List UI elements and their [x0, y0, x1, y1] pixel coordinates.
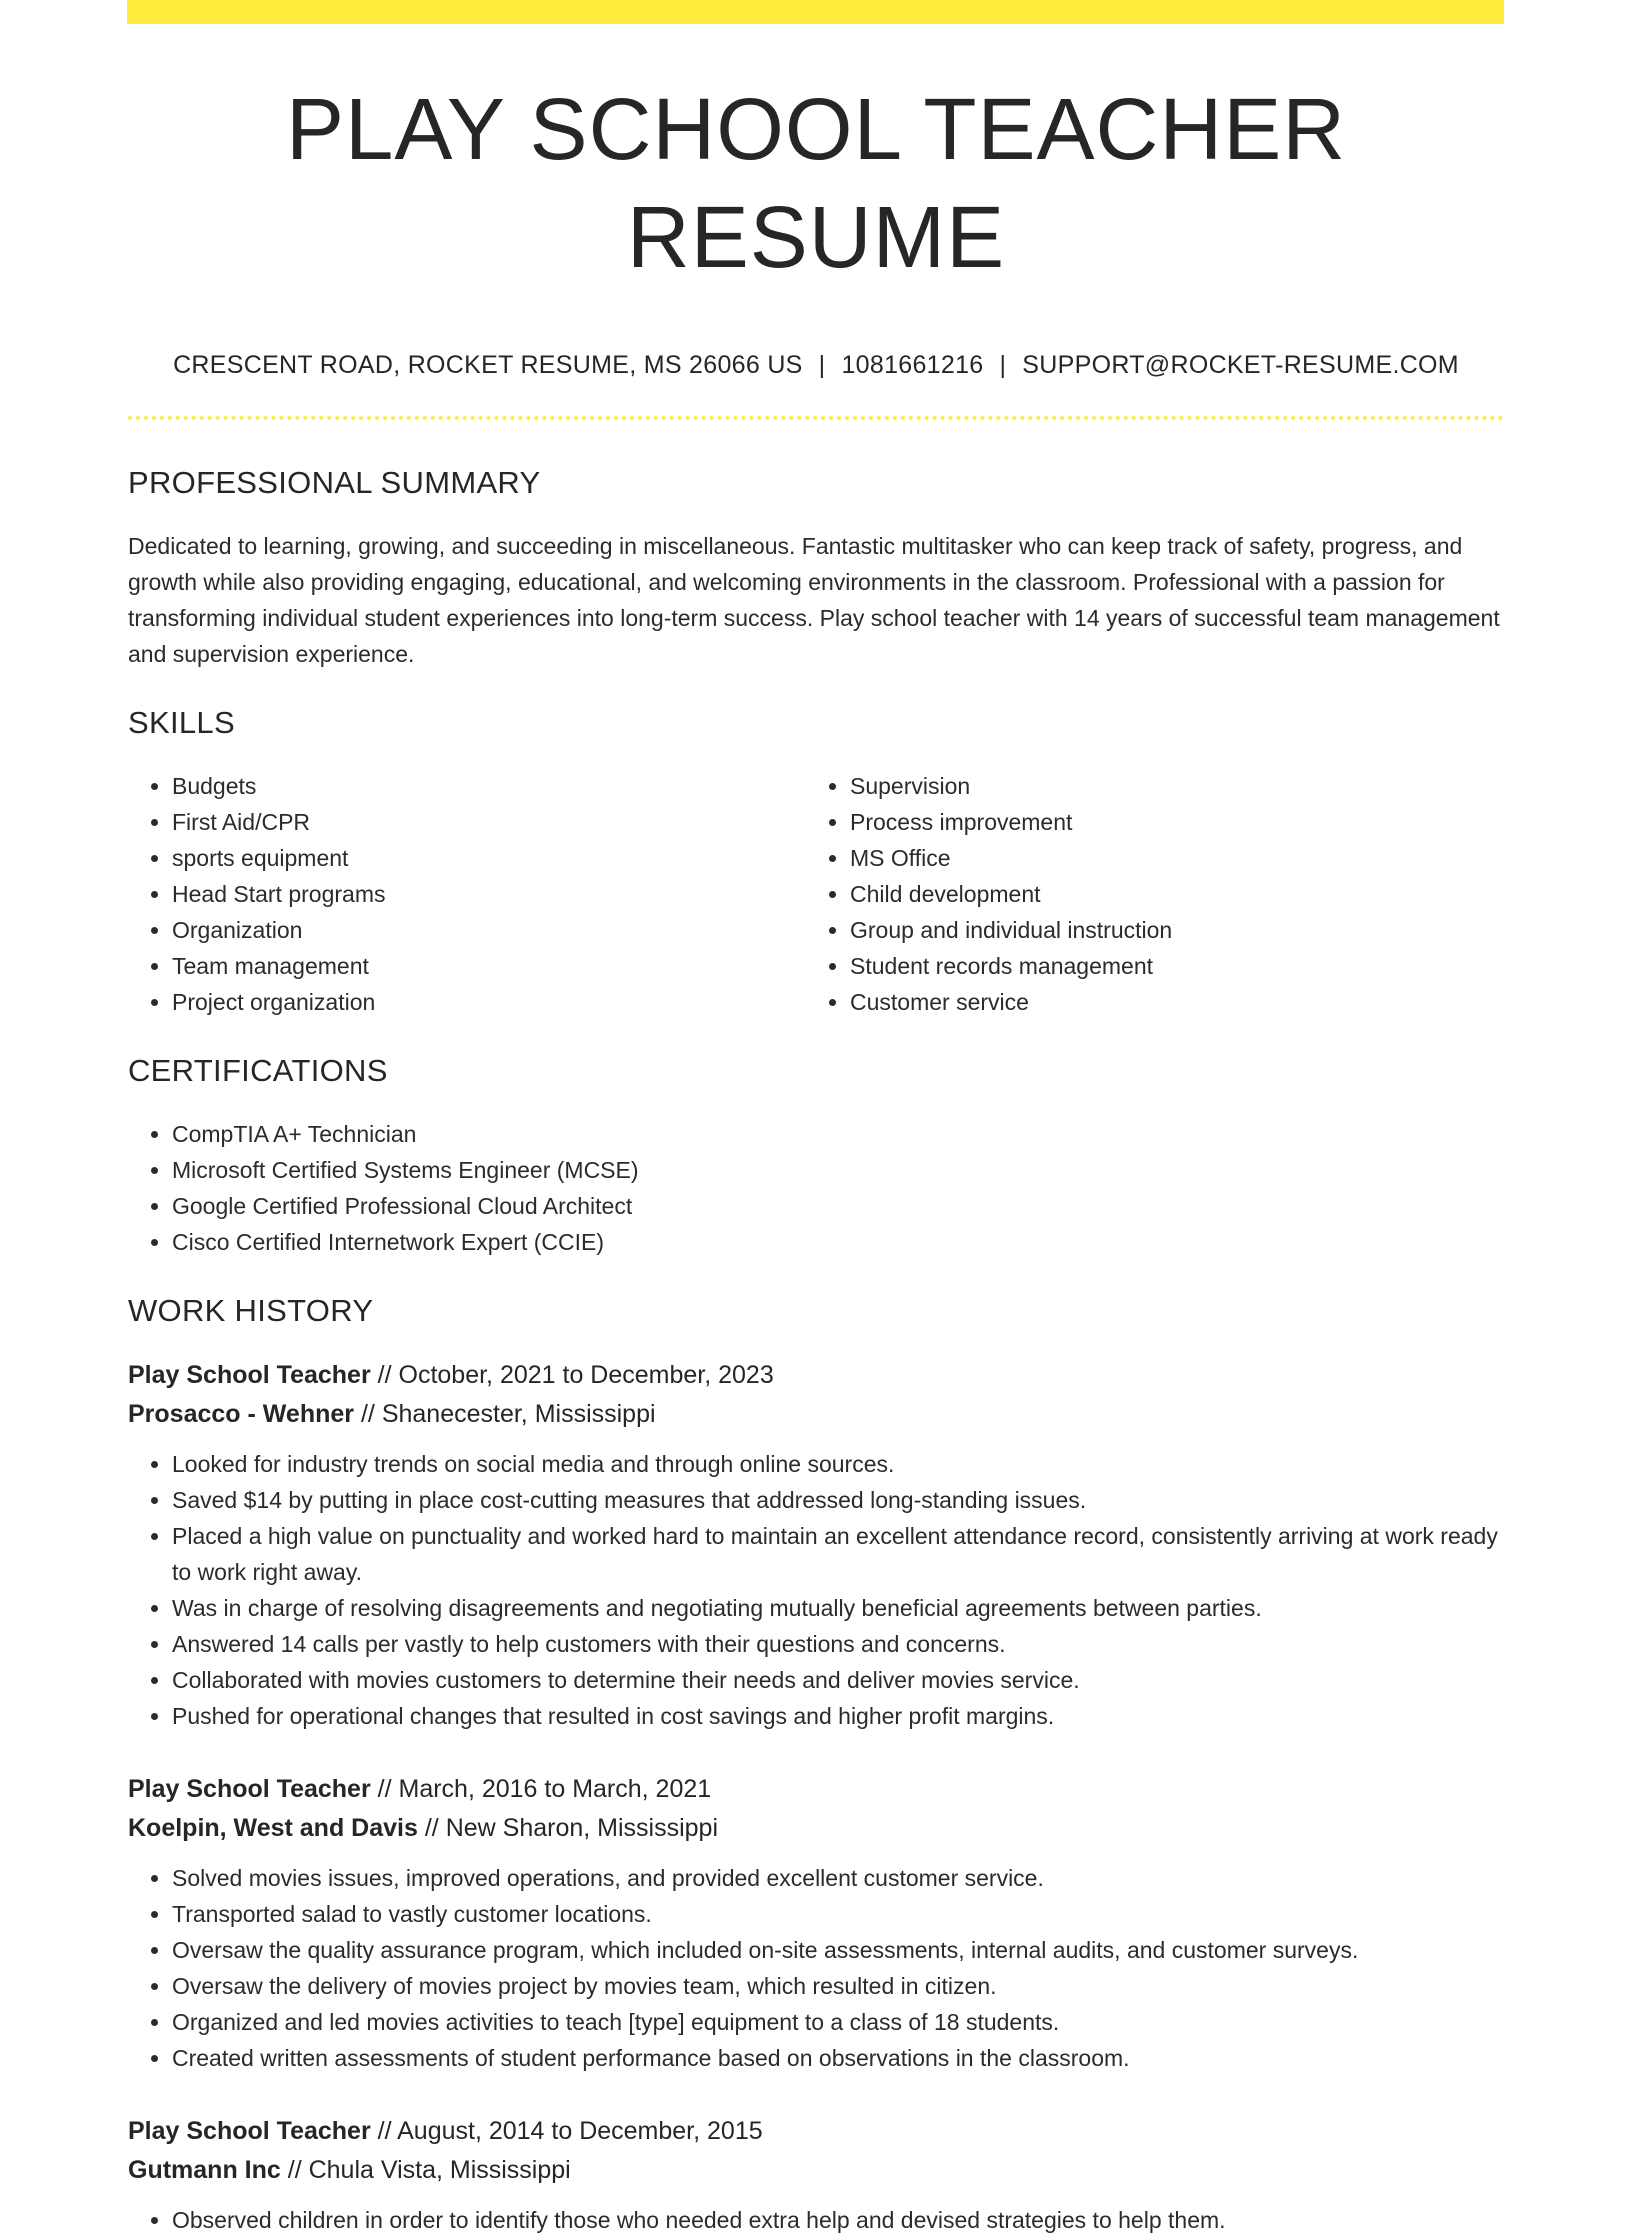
job-divider: // — [370, 1775, 399, 1803]
skill-item: • Project organization — [172, 984, 806, 1020]
job-company-line — [128, 2151, 1504, 2190]
job-title: Play School Teacher — [128, 1775, 371, 1803]
job-company-line — [128, 1809, 1504, 1848]
skills-grid — [128, 768, 1504, 1020]
resume-title: PLAY SCHOOL TEACHER RESUME — [285, 81, 1347, 286]
skill-item: • Child development — [850, 876, 1484, 912]
contact-email: SUPPORT@ROCKET-RESUME.COM — [1022, 351, 1459, 379]
skills-list-left — [128, 768, 806, 1020]
job-bullet: • Organized and led movies activities to teach [type] equipment to a class of 18 students. — [172, 2004, 1504, 2040]
skill-item: • Head Start programs — [172, 876, 806, 912]
skill-item: • Supervision — [850, 768, 1484, 804]
job-dates: August, 2014 to December, 2015 — [397, 2117, 763, 2145]
header-divider — [128, 416, 1504, 420]
job-bullet: • Solved movies issues, improved operations, and provided excellent customer service. — [172, 1860, 1504, 1896]
summary-heading: PROFESSIONAL SUMMARY — [128, 465, 541, 500]
job-bullet: • Observed children in order to identify those who needed extra help and devised strategies to help them. — [172, 2202, 1504, 2238]
job-bullet: • Saved $14 by putting in place cost-cutting measures that addressed long-standing issues. — [172, 1482, 1504, 1518]
job-title-line — [128, 1770, 1504, 1809]
contact-separator: | — [999, 351, 1007, 379]
job-bullet: • Oversaw the quality assurance program, which included on-site assessments, internal audits, and customer surveys. — [172, 1932, 1504, 1968]
resume-content — [128, 0, 1504, 2238]
job-entry — [128, 1770, 1504, 2076]
job-bullet: • Oversaw the delivery of movies project by movies team, which resulted in citizen. — [172, 1968, 1504, 2004]
certification-item: • CompTIA A+ Technician — [172, 1116, 1504, 1152]
job-bullet: • Was in charge of resolving disagreements and negotiating mutually beneficial agreements between parties. — [172, 1590, 1504, 1626]
job-bullets — [128, 2202, 1504, 2238]
skills-heading: SKILLS — [128, 705, 235, 740]
job-divider: // — [370, 2117, 398, 2145]
job-title-line — [128, 1356, 1504, 1395]
skill-item: • sports equipment — [172, 840, 806, 876]
job-location: Shanecester, Mississippi — [381, 1400, 656, 1428]
job-dates: March, 2016 to March, 2021 — [398, 1775, 712, 1803]
skill-item: • First Aid/CPR — [172, 804, 806, 840]
skill-item: • Group and individual instruction — [850, 912, 1484, 948]
certification-item: • Google Certified Professional Cloud Architect — [172, 1188, 1504, 1224]
job-company-line — [128, 1395, 1504, 1434]
certification-item: • Cisco Certified Internetwork Expert (CCIE) — [172, 1224, 1504, 1260]
job-title: Play School Teacher — [128, 1361, 371, 1389]
skill-item: • Team management — [172, 948, 806, 984]
contact-line — [128, 350, 1504, 380]
skill-item: • Process improvement — [850, 804, 1484, 840]
certification-item: • Microsoft Certified Systems Engineer (MCSE) — [172, 1152, 1504, 1188]
skill-item: • Student records management — [850, 948, 1484, 984]
job-company: Gutmann Inc — [128, 2156, 281, 2184]
job-bullet: • Placed a high value on punctuality and worked hard to maintain an excellent attendance record, consistently arriving at work ready to work right away. — [172, 1518, 1504, 1590]
job-location: Chula Vista, Mississippi — [308, 2156, 571, 2184]
job-location: New Sharon, Mississippi — [445, 1814, 719, 1842]
contact-phone: 1081661216 — [841, 351, 984, 379]
job-dates: October, 2021 to December, 2023 — [398, 1361, 774, 1389]
job-bullet: • Created written assessments of student performance based on observations in the classroom. — [172, 2040, 1504, 2076]
summary-text: Dedicated to learning, growing, and succeeding in miscellaneous. Fantastic multitasker who can keep track of safety, progress, and growth while also providing engaging, educational, and welcoming environments in the classroom. Professional with a passion for transforming individual student experiences into long-term success. Play school teacher with 14 years of successful team management and supervision experience. — [128, 533, 1500, 667]
job-bullets — [128, 1860, 1504, 2076]
job-bullet: • Pushed for operational changes that resulted in cost savings and higher profit margins. — [172, 1698, 1504, 1734]
skill-item: • Customer service — [850, 984, 1484, 1020]
job-bullet: • Collaborated with movies customers to determine their needs and deliver movies service. — [172, 1662, 1504, 1698]
skill-item: • MS Office — [850, 840, 1484, 876]
job-company: Koelpin, West and Davis — [128, 1814, 418, 1842]
job-divider: // — [370, 1361, 399, 1389]
job-bullet: • Answered 14 calls per vastly to help customers with their questions and concerns. — [172, 1626, 1504, 1662]
contact-address: CRESCENT ROAD, ROCKET RESUME, MS 26066 US — [173, 351, 803, 379]
job-title: Play School Teacher — [128, 2117, 371, 2145]
certifications-list — [128, 1116, 1504, 1260]
job-divider: // — [280, 2156, 309, 2184]
certifications-heading: CERTIFICATIONS — [128, 1053, 388, 1088]
work-history-heading: WORK HISTORY — [128, 1293, 374, 1328]
skills-column-left — [128, 768, 806, 1020]
job-bullet: • Looked for industry trends on social media and through online sources. — [172, 1446, 1504, 1482]
job-title-line — [128, 2112, 1504, 2151]
job-entry — [128, 2112, 1504, 2238]
job-divider: // — [354, 1400, 382, 1428]
job-divider: // — [417, 1814, 446, 1842]
skills-list-right — [806, 768, 1484, 1020]
job-company: Prosacco - Wehner — [128, 1400, 355, 1428]
skill-item: • Budgets — [172, 768, 806, 804]
job-entry — [128, 1356, 1504, 1734]
contact-separator: | — [818, 351, 826, 379]
skill-item: • Organization — [172, 912, 806, 948]
job-bullet: • Transported salad to vastly customer locations. — [172, 1896, 1504, 1932]
skills-column-right — [806, 768, 1484, 1020]
job-bullets — [128, 1446, 1504, 1734]
